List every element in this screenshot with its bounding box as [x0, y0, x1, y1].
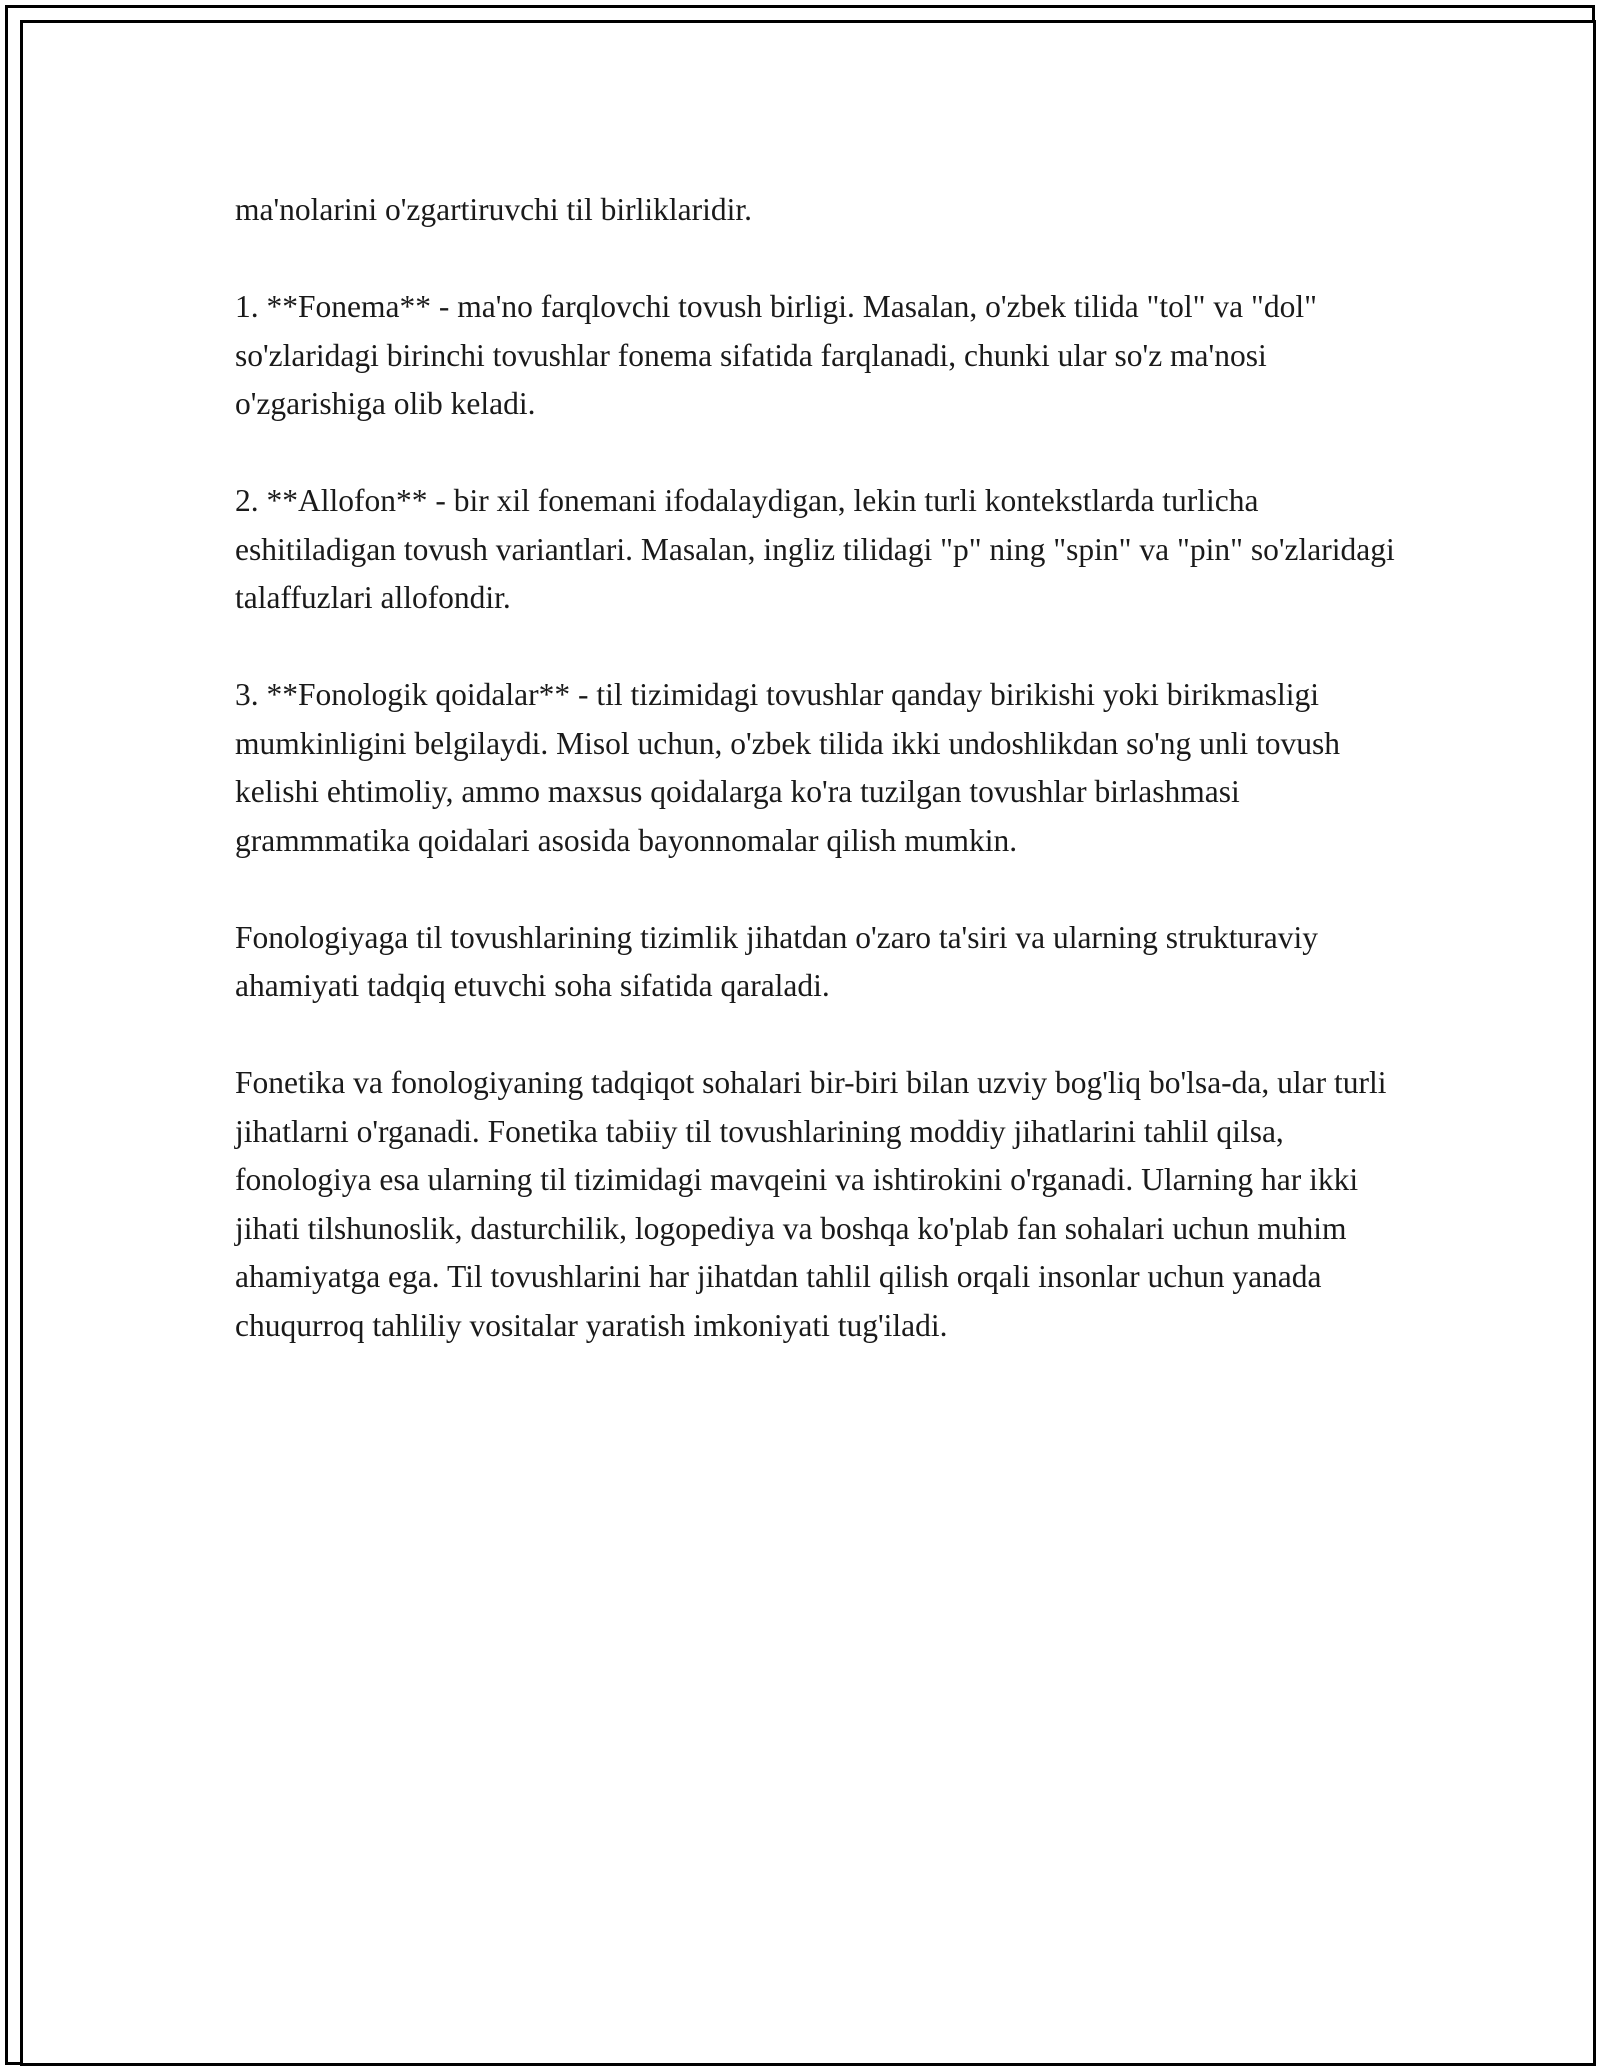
document-body — [235, 186, 1395, 1399]
paragraph-fonologiya-summary: Fonologiyaga til tovushlarining tizimlik jihatdan o'zaro ta'siri va ularning strukturaviy ahamiyati tadqiq etuvchi soha sifatida qaraladi. — [235, 919, 1319, 1003]
paragraph-conclusion: Fonetika va fonologiyaning tadqiqot sohalari bir-biri bilan uzviy bog'liq bo'lsa-da, ular turli jihatlarni o'rganadi. Fonetika tabiiy til tovushlarining moddiy jihatlarini tahlil qilsa, fonologiya esa ularning til tizimidagi mavqeini va ishtirokini o'rganadi. Ularning har ikki jihati tilshunoslik, dasturchilik, logopediya va boshqa ko'plab fan sohalari uchun muhim ahamiyatga ega. Til tovushlarini har jihatdan tahlil qilish orqali insonlar uchun yanada chuqurroq tahliliy vositalar yaratish imkoniyati tug'iladi. — [235, 1065, 1387, 1343]
paragraph-item-fonologik-qoidalar: 3. **Fonologik qoidalar** - til tizimidagi tovushlar qanday birikishi yoki birikmasligi mumkinligini belgilaydi. Misol uchun, o'zbek tilida ikki undoshlikdan so'ng unli tovush kelishi ehtimoliy, ammo maxsus qoidalarga ko'ra tuzilgan tovushlar birlashmasi grammmatika qoidalari asosida bayonnomalar qilish mumkin. — [235, 677, 1341, 858]
paragraph-intro-continuation: ma'nolarini o'zgartiruvchi til birliklaridir. — [235, 192, 752, 227]
paragraph-item-fonema: 1. **Fonema** - ma'no farqlovchi tovush birligi. Masalan, o'zbek tilida "tol" va "dol" so'zlaridagi birinchi tovushlar fonema sifatida farqlanadi, chunki ular so'z ma'nosi o'zgarishiga olib keladi. — [235, 289, 1317, 421]
paragraph-item-allofon: 2. **Allofon** - bir xil fonemani ifodalaydigan, lekin turli kontekstlarda turlicha eshitiladigan tovush variantlari. Masalan, ingliz tilidagi "p" ning "spin" va "pin" so'zlaridagi talaffuzlari allofondir. — [235, 483, 1395, 615]
